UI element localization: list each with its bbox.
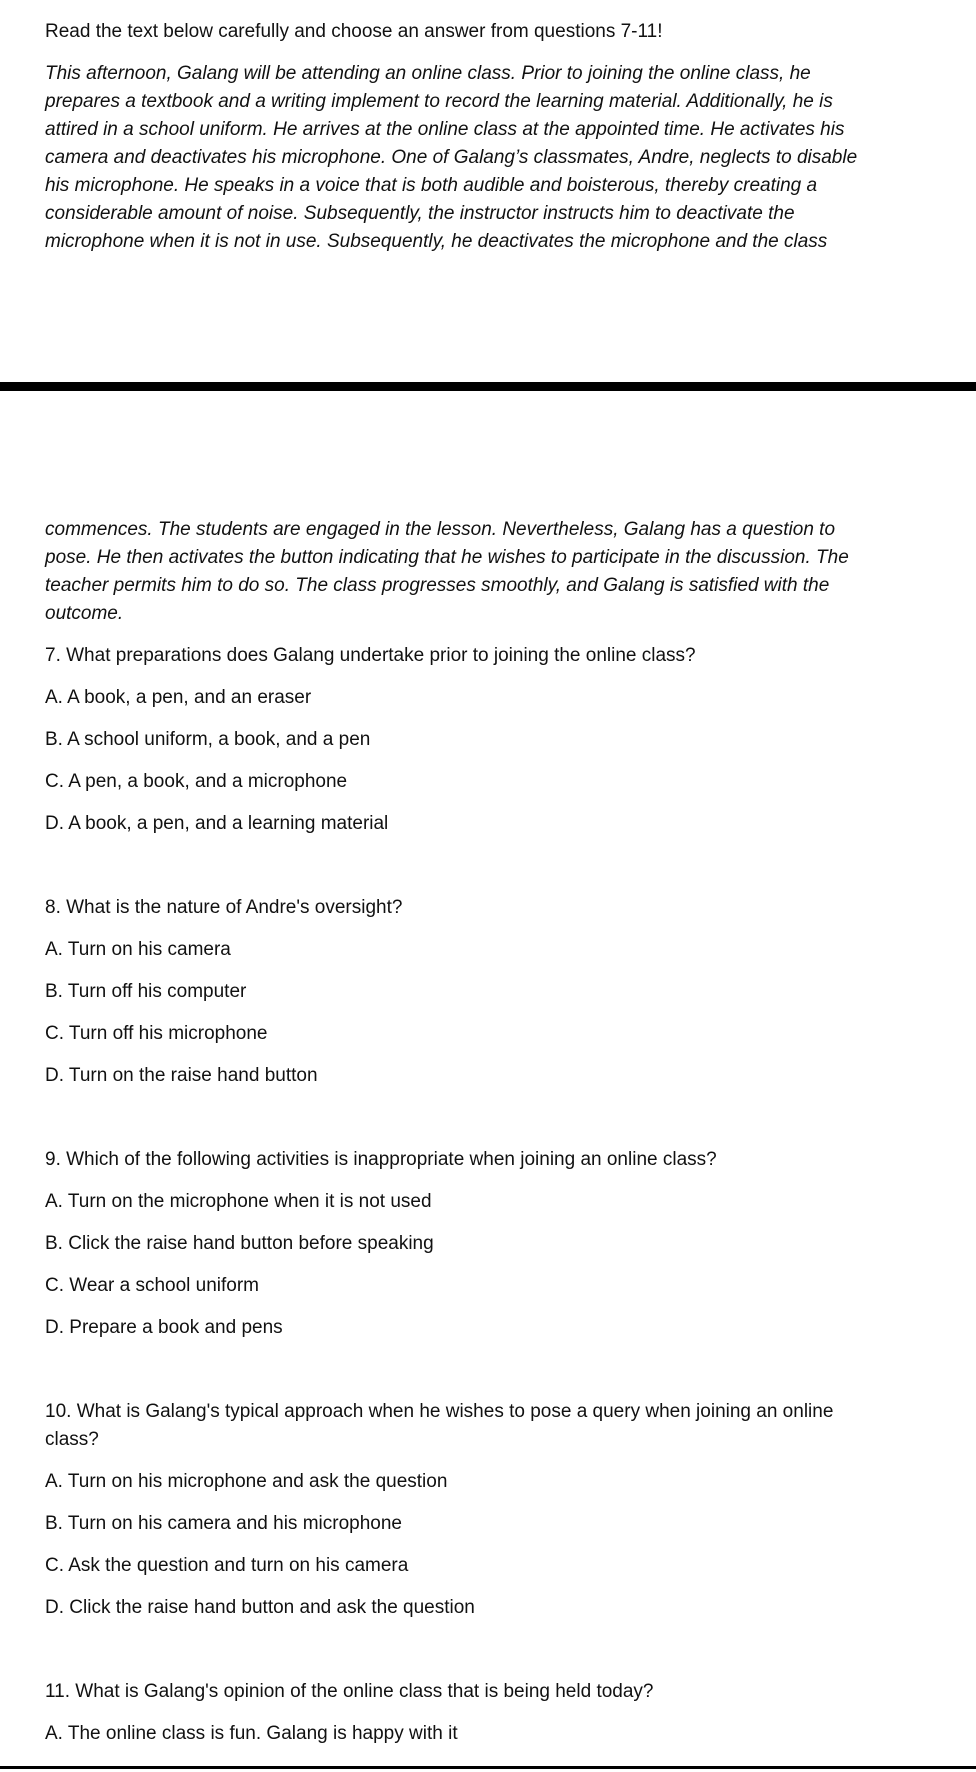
question-7-option-a: A. A book, a pen, and an eraser — [45, 687, 312, 708]
question-8-option-b: B. Turn off his computer — [45, 981, 247, 1002]
question-11: 11. What is Galang's opinion of the online class that is being held today? — [45, 1681, 654, 1702]
question-10: 10. What is Galang's typical approach when he wishes to pose a query when joining an online class? — [45, 1401, 834, 1450]
question-9-option-b: B. Click the raise hand button before speaking — [45, 1233, 434, 1254]
bottom-divider — [0, 1766, 976, 1769]
question-7-option-b: B. A school uniform, a book, and a pen — [45, 729, 371, 750]
question-8: 8. What is the nature of Andre's oversight? — [45, 897, 403, 918]
question-7-option-d: D. A book, a pen, and a learning material — [45, 813, 389, 834]
instruction-text: Read the text below carefully and choose an answer from questions 7-11! — [45, 21, 663, 42]
question-11-option-a: A. The online class is fun. Galang is happy with it — [45, 1723, 458, 1744]
passage-part-2: commences. The students are engaged in the lesson. Nevertheless, Galang has a question to pose. He then activates the button indicating that he wishes to participate in the discussion. The teacher permits him to do so. The class progresses smoothly, and Galang is satisfied with the outcome. — [45, 519, 849, 624]
question-8-option-d: D. Turn on the raise hand button — [45, 1065, 318, 1086]
question-10-option-d: D. Click the raise hand button and ask the question — [45, 1597, 475, 1618]
question-7-option-c: C. A pen, a book, and a microphone — [45, 771, 348, 792]
passage-part-1: This afternoon, Galang will be attending an online class. Prior to joining the online class, he prepares a textbook and a writing implement to record the learning material. Additionally, he is attired in a school uniform. He arrives at the online class at the appointed time. He activates his camera and deactivates his microphone. One of Galang’s classmates, Andre, neglects to disable his microphone. He speaks in a voice that is both audible and boisterous, thereby creating a considerable amount of noise. Subsequently, the instructor instructs him to deactivate the microphone when it is not in use. Subsequently, he deactivates the microphone and the class — [45, 63, 858, 252]
question-7: 7. What preparations does Galang undertake prior to joining the online class? — [45, 645, 696, 666]
question-9: 9. Which of the following activities is inappropriate when joining an online class? — [45, 1149, 717, 1170]
question-8-option-c: C. Turn off his microphone — [45, 1023, 268, 1044]
question-9-option-d: D. Prepare a book and pens — [45, 1317, 283, 1338]
question-10-option-c: C. Ask the question and turn on his camera — [45, 1555, 409, 1576]
question-10-option-a: A. Turn on his microphone and ask the question — [45, 1471, 448, 1492]
question-9-option-c: C. Wear a school uniform — [45, 1275, 260, 1296]
question-9-option-a: A. Turn on the microphone when it is not used — [45, 1191, 432, 1212]
question-8-option-a: A. Turn on his camera — [45, 939, 231, 960]
question-10-option-b: B. Turn on his camera and his microphone — [45, 1513, 402, 1534]
page-break-divider — [0, 382, 976, 391]
